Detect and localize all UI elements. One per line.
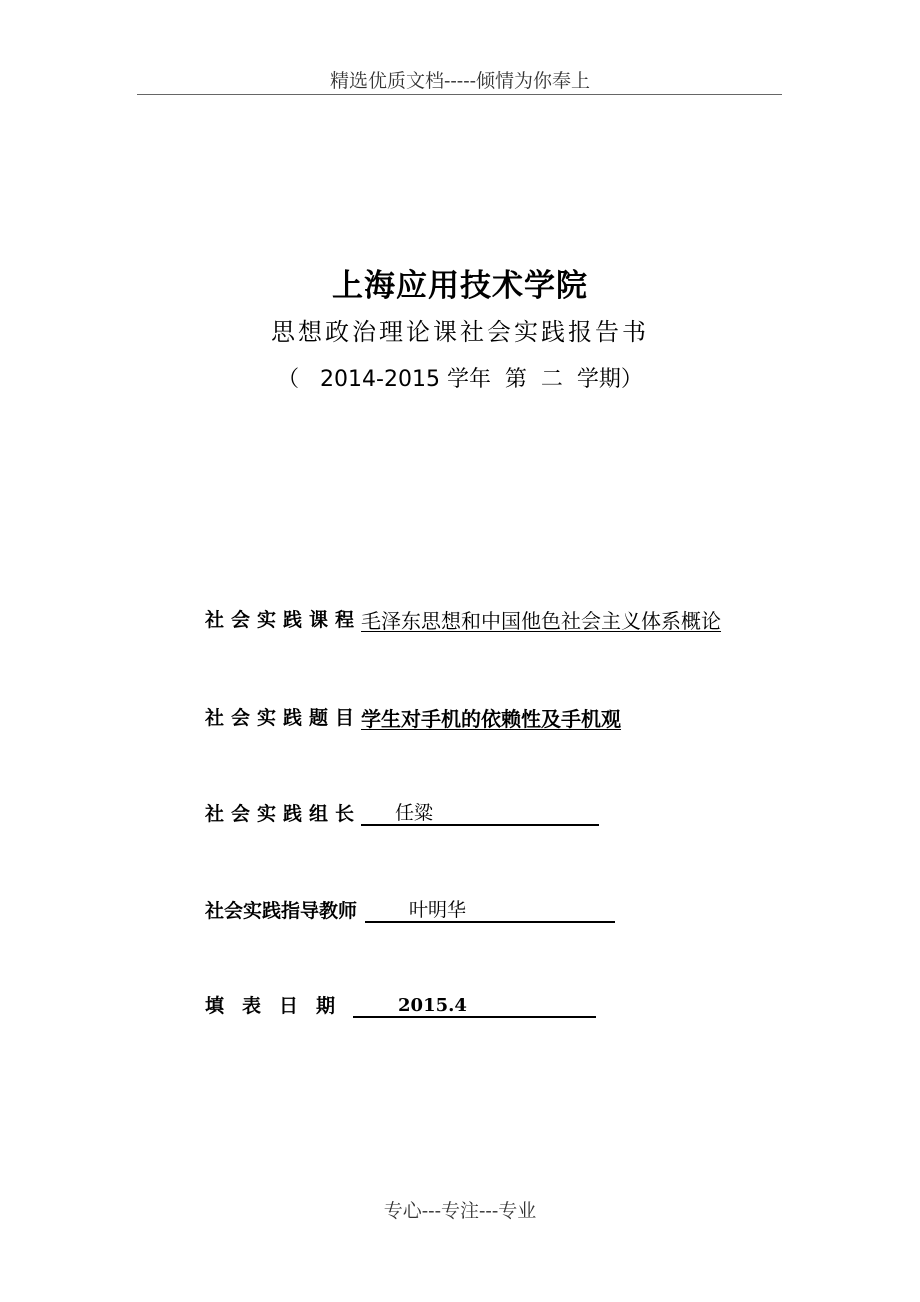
page-header-text: 精选优质文档-----倾情为你奉上 bbox=[329, 70, 591, 92]
field-leader-value: 任粱 bbox=[361, 800, 599, 826]
field-leader-label: 社会实践组长 bbox=[205, 803, 362, 825]
school-name: 上海应用技术学院 bbox=[332, 268, 588, 304]
field-course bbox=[205, 602, 721, 632]
report-title: 思想政治理论课社会实践报告书 bbox=[271, 318, 649, 346]
field-course-value: 毛泽东思想和中国他色社会主义体系概论 bbox=[361, 609, 722, 633]
field-date-label: 填表日期 bbox=[205, 995, 354, 1017]
field-topic bbox=[205, 700, 621, 730]
field-course-label: 社会实践课程 bbox=[205, 609, 362, 631]
field-topic-value: 学生对手机的依赖性及手机观 bbox=[361, 707, 622, 731]
field-teacher-label: 社会实践指导教师 bbox=[205, 900, 358, 922]
academic-term: （ 2014-2015 学年 第 二 学期） bbox=[277, 367, 643, 392]
field-date bbox=[205, 988, 596, 1018]
field-teacher bbox=[205, 893, 615, 923]
header-rule bbox=[137, 94, 782, 95]
field-leader bbox=[205, 796, 599, 826]
field-topic-label: 社会实践题目 bbox=[205, 707, 362, 729]
page-footer-text: 专心---专注---专业 bbox=[383, 1200, 537, 1222]
field-teacher-value: 叶明华 bbox=[365, 897, 615, 923]
field-date-value: 2015.4 bbox=[353, 992, 596, 1018]
